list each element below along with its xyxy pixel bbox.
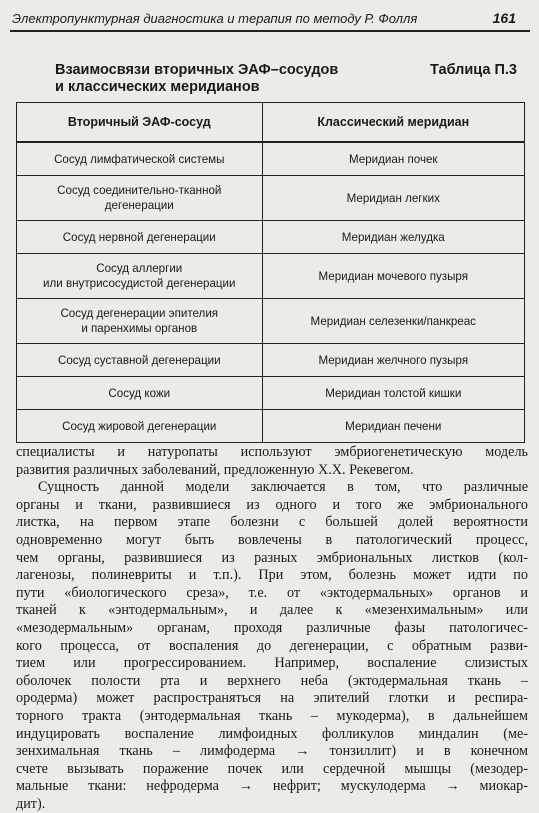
vessel-cell xyxy=(17,377,263,410)
table-row xyxy=(17,410,525,443)
vessel-cell xyxy=(17,410,263,443)
meridian-cell: Меридиан желчного пузыря xyxy=(262,344,524,377)
table-title-line-1: Взаимосвязи вторичных ЭАФ–сосудов xyxy=(55,62,339,78)
vessel-cell xyxy=(17,142,263,176)
table-label: Таблица П.3 xyxy=(430,62,517,78)
table-row xyxy=(17,176,525,221)
meridian-cell: Меридиан легких xyxy=(262,176,524,221)
text-line: развития различных заболеваний, предложенную Х.Х. Рекевегом. xyxy=(16,461,414,478)
text-line: счете вызывать поражение почек или сердечной мышцы (мезодер- xyxy=(16,760,528,777)
table-row xyxy=(17,377,525,410)
vessel-cell xyxy=(17,344,263,377)
vessel-cell xyxy=(17,176,263,221)
vessel-cell xyxy=(17,221,263,254)
vessel-line: Сосуд жировой дегенерации xyxy=(62,419,217,433)
vessel-line: Сосуд кожи xyxy=(108,386,171,400)
vessel-line: Сосуд аллергии xyxy=(96,262,183,275)
column-header-meridian: Классический меридиан xyxy=(262,103,524,143)
running-header xyxy=(10,8,530,32)
text-line: листка, на первом этапе болезни с большей долей вероятности xyxy=(16,514,528,531)
meridian-cell: Меридиан мочевого пузыря xyxy=(262,254,524,299)
table-row xyxy=(17,299,525,344)
paragraph-1 xyxy=(16,444,528,479)
text-line: специалисты и натуропаты используют эмбриогенетическую модель xyxy=(16,444,528,460)
vessel-line: Сосуд нервной дегенерации xyxy=(62,230,216,244)
text-line: зенхимальная ткань – лимфодерма → тонзиллит) и в конечном xyxy=(16,743,528,760)
vessel-line: дегенерации xyxy=(104,199,174,212)
table-title-line-2: и классических меридианов xyxy=(55,79,260,95)
table-row xyxy=(17,142,525,176)
page-number: 161 xyxy=(492,10,516,26)
meridians-table xyxy=(16,102,525,443)
text-line: оболочек полости рта и верхнего неба (эктодермальная ткань – xyxy=(16,672,528,689)
running-header-title: Электропунктурная диагностика и терапия по методу Р. Фолля xyxy=(12,11,418,26)
table-row xyxy=(17,221,525,254)
text-line: дит). xyxy=(16,795,46,812)
table-header-row xyxy=(17,103,525,143)
text-line: органы и ткани, развившиеся из одного и того же эмбрионального xyxy=(16,496,528,513)
vessel-line: и паренхимы органов xyxy=(81,322,198,335)
meridian-cell: Меридиан почек xyxy=(262,142,524,176)
meridian-cell: Меридиан селезенки/панкреас xyxy=(262,299,524,344)
vessel-cell xyxy=(17,299,263,344)
column-header-vessel: Вторичный ЭАФ-сосуд xyxy=(17,103,263,143)
text-line: лагенозы, полиневриты и т.п.). При этом, болезнь может идти по xyxy=(16,567,528,584)
vessel-line: Сосуд суставной дегенерации xyxy=(57,353,221,367)
paragraph-2 xyxy=(16,479,528,813)
meridian-cell: Меридиан печени xyxy=(262,410,524,443)
text-line: одновременно могут быть вовлечены в патологический процесс, xyxy=(16,531,528,548)
text-line: индуцировать воспаление лимфоидных фолликулов миндалин (ме- xyxy=(16,725,528,742)
table-title xyxy=(55,62,385,96)
text-line: кого процесса, от воспаления до дегенерации, с обратным разви- xyxy=(16,637,528,654)
table-row xyxy=(17,344,525,377)
text-line: мальные ткани: нефродерма → нефрит; мускулодерма → миокар- xyxy=(16,778,528,795)
text-line: ородерма) может распространяться на эпителий глотки и респира- xyxy=(16,690,528,707)
body-text xyxy=(16,444,528,813)
vessel-line: или внутрисосудистой дегенерации xyxy=(43,277,236,290)
text-line: торного тракта (энтодермальная ткань – мукодерма), в дальнейшем xyxy=(16,707,528,724)
text-line: «мезодермальным» органам, проходя различные фазы патологичес- xyxy=(16,619,528,636)
vessel-line: Сосуд лимфатической системы xyxy=(54,152,225,166)
table-row xyxy=(17,254,525,299)
meridian-cell: Меридиан толстой кишки xyxy=(262,377,524,410)
vessel-line: Сосуд соединительно-тканной xyxy=(57,184,222,197)
text-line: чем органы, развившиеся из разных эмбриональных листков (кол- xyxy=(16,549,528,566)
meridian-cell: Меридиан желудка xyxy=(262,221,524,254)
vessel-cell xyxy=(17,254,263,299)
text-line: тканей к «энтодермальным», и далее к «мезенхимальным» или xyxy=(16,602,528,619)
text-line: Сущность данной модели заключается в том, что различные xyxy=(38,479,528,496)
vessel-line: Сосуд дегенерации эпителия xyxy=(60,307,219,320)
text-line: пути «биологического среза», т.е. от «эктодермальных» органов и xyxy=(16,584,528,601)
text-line: тием или прогрессированием. Например, воспаление слизистых xyxy=(16,655,528,672)
